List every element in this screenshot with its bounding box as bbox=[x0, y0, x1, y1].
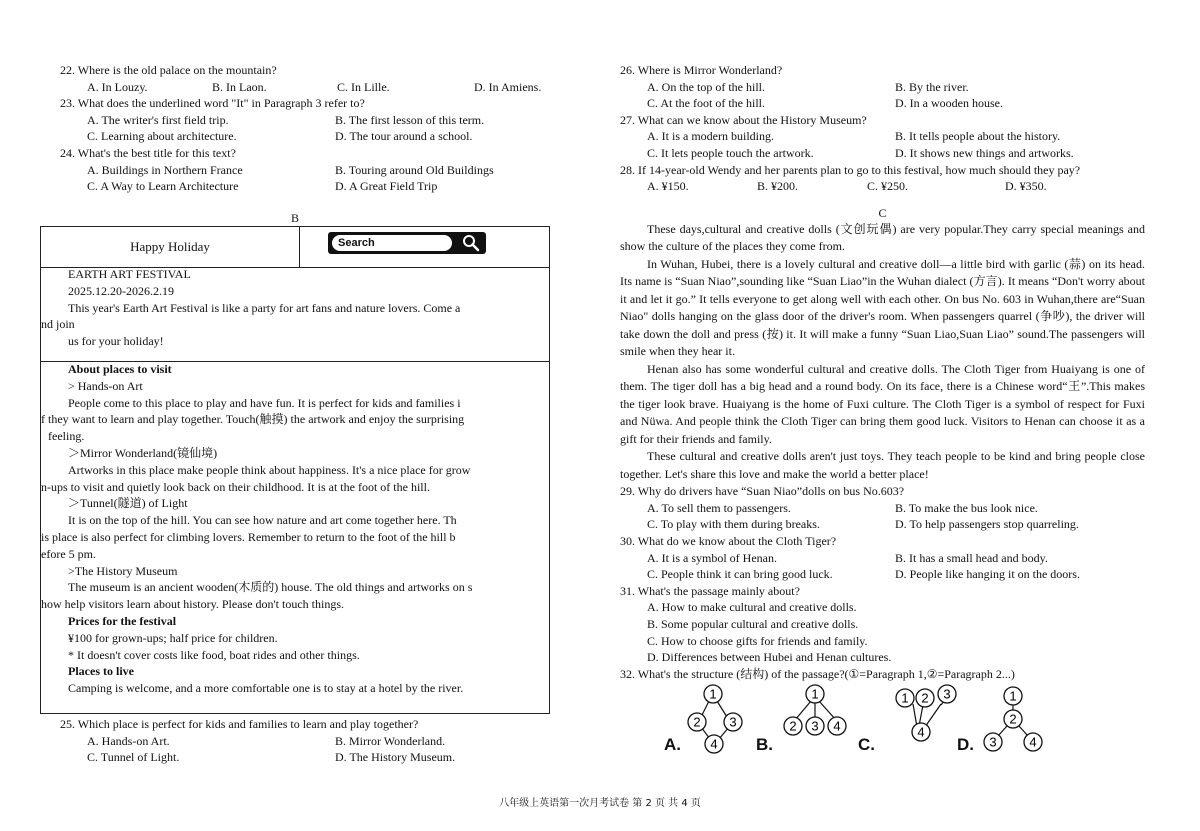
option: B. In Laon. bbox=[212, 79, 267, 94]
option: D. In Amiens. bbox=[474, 79, 542, 94]
circled-number-label: 4 bbox=[917, 724, 925, 740]
body-line: ¥100 for grown-ups; half price for children. bbox=[68, 630, 278, 645]
circled-number-label: 3 bbox=[729, 714, 737, 730]
option: D. In a wooden house. bbox=[895, 96, 1003, 111]
option: C. At the foot of the hill. bbox=[647, 96, 765, 111]
option: C. In Lille. bbox=[337, 79, 390, 94]
question-32-stem: 32. What's the structure (结构) of the passage?(①=Paragraph 1,②=Paragraph 2...) bbox=[620, 666, 1015, 681]
festival-box bbox=[40, 226, 550, 714]
prices-heading: Prices for the festival bbox=[68, 613, 177, 628]
question-28-options bbox=[620, 178, 1145, 195]
body-line: It is on the top of the hill. You can see how nature and art come together here. Th bbox=[68, 513, 457, 528]
question-30-stem: 30. What do we know about the Cloth Tiger? bbox=[620, 534, 837, 549]
intro-line: nd join bbox=[41, 317, 75, 332]
circled-number-label: 1 bbox=[1009, 688, 1017, 704]
festival-dates: 2025.12.20-2026.2.19 bbox=[68, 283, 174, 298]
left-column bbox=[60, 62, 560, 195]
option: A. To sell them to passengers. bbox=[647, 500, 791, 515]
body-line: efore 5 pm. bbox=[41, 546, 96, 561]
option: C. Learning about architecture. bbox=[87, 129, 237, 144]
option: C. How to choose gifts for friends and family. bbox=[647, 633, 868, 648]
option: B. Some popular cultural and creative dolls. bbox=[647, 617, 859, 631]
circled-number-label: 4 bbox=[833, 718, 841, 734]
option: B. ¥200. bbox=[757, 179, 799, 194]
festival-intro bbox=[41, 267, 549, 362]
body-line: how help visitors learn about history. Please don't touch things. bbox=[41, 597, 345, 612]
question-24-options bbox=[60, 162, 560, 195]
question-31-stem: 31. What's the passage mainly about? bbox=[620, 583, 800, 598]
circled-number-label: 2 bbox=[693, 714, 701, 730]
body-line: Artworks in this place make people think about happiness. It's a nice place for grow bbox=[68, 462, 471, 477]
intro-line: us for your holiday! bbox=[68, 334, 164, 349]
option: C. People think it can bring good luck. bbox=[647, 567, 833, 582]
question-26-stem: 26. Where is Mirror Wonderland? bbox=[620, 63, 783, 77]
option: B. Mirror Wonderland. bbox=[335, 733, 446, 748]
search-input[interactable]: Search bbox=[332, 235, 452, 251]
question-25 bbox=[60, 716, 560, 766]
search-bar[interactable] bbox=[328, 232, 486, 254]
passage-paragraph: These cultural and creative dolls aren't just toys. They teach people to be kind and bring people close together. Let's share this love and make the world a better place! bbox=[620, 449, 1145, 481]
option: B. It tells people about the history. bbox=[895, 129, 1061, 144]
places-heading: About places to visit bbox=[68, 362, 172, 376]
option: B. By the river. bbox=[895, 79, 969, 94]
option: D. It shows new things and artworks. bbox=[895, 145, 1074, 160]
option: A. ¥150. bbox=[647, 179, 689, 194]
festival-name: EARTH ART FESTIVAL bbox=[68, 267, 191, 281]
circled-number-label: 3 bbox=[811, 718, 819, 734]
option: B. To make the bus look nice. bbox=[895, 500, 1038, 515]
circled-number-label: 4 bbox=[710, 736, 718, 752]
option: A. The writer's first field trip. bbox=[87, 112, 229, 127]
right-column bbox=[620, 62, 1145, 682]
option: A. On the top of the hill. bbox=[647, 79, 765, 94]
body-line: n-ups to visit and quietly look back on their childhood. It is at the foot of the hill. bbox=[41, 479, 430, 494]
passage-paragraph: In Wuhan, Hubei, there is a lovely cultural and creative doll—a little bird with garlic (蒜) on its head. Its name is “Suan Niao”,sounding like “Suan Liao”in the Wuhan dialect (方言). It means “Don't worry about it and let it go.” It tells everyone to get along well with each other. On bus No. 603 in Wuhan,there are“Suan Niao" dolls hanging on the glass door of the driver's room. When passengers quarrel (争吵), the driver will take down the doll and press (按) it. It will make a funny “Suan Liao,Suan Liao” sound.The passengers will smile when they hear it. bbox=[620, 256, 1145, 359]
option: D. People like hanging it on the doors. bbox=[895, 567, 1080, 582]
question-30-options bbox=[620, 550, 1145, 583]
option: D. The tour around a school. bbox=[335, 129, 473, 144]
diagram-label-b: B. bbox=[756, 735, 773, 754]
circled-number-label: 4 bbox=[1029, 734, 1037, 750]
question-22-options bbox=[60, 79, 560, 96]
option: A. Buildings in Northern France bbox=[87, 162, 243, 177]
circled-number-label: 3 bbox=[943, 686, 951, 702]
option: C. To play with them during breaks. bbox=[647, 517, 820, 532]
festival-details bbox=[41, 361, 549, 713]
option: D. The History Museum. bbox=[335, 750, 456, 765]
question-27-stem: 27. What can we know about the History Museum? bbox=[620, 112, 867, 127]
option: D. Differences between Hubei and Henan cultures. bbox=[647, 650, 892, 665]
option: A. Hands-on Art. bbox=[87, 733, 170, 748]
festival-box-header bbox=[41, 227, 549, 268]
body-line: * It doesn't cover costs like food, boat rides and other things. bbox=[68, 647, 360, 662]
question-27-options bbox=[620, 128, 1145, 161]
question-29-stem: 29. Why do drivers have “Suan Niao”dolls on bus No.603? bbox=[620, 484, 905, 499]
search-icon[interactable] bbox=[462, 234, 480, 252]
body-line: People come to this place to play and have fun. It is perfect for kids and families i bbox=[68, 395, 461, 410]
page-footer: 八年级上英语第一次月考试卷 第 2 页 共 4 页 bbox=[499, 798, 701, 809]
circled-number-label: 1 bbox=[811, 686, 819, 702]
question-28-stem: 28. If 14-year-old Wendy and her parents plan to go to this festival, how much should they pay? bbox=[620, 162, 1081, 177]
circled-number-label: 3 bbox=[989, 734, 997, 750]
option: D. To help passengers stop quarreling. bbox=[895, 517, 1079, 532]
question-23-options bbox=[60, 112, 560, 145]
question-25-options bbox=[60, 733, 560, 766]
passage-c bbox=[620, 221, 1145, 484]
option: D. ¥350. bbox=[1005, 179, 1047, 194]
option: C. A Way to Learn Architecture bbox=[87, 179, 239, 194]
question-29-options bbox=[620, 500, 1145, 533]
place-title: > Hands-on Art bbox=[68, 378, 143, 393]
diagram-label-c: C. bbox=[858, 735, 875, 754]
place-title: ＞Mirror Wonderland(镜仙境) bbox=[68, 445, 218, 460]
circled-number-label: 2 bbox=[921, 690, 929, 706]
question-23-stem: 23. What does the underlined word "It" in Paragraph 3 refer to? bbox=[60, 96, 365, 111]
structure-diagrams bbox=[655, 684, 1075, 756]
option: A. It is a symbol of Henan. bbox=[647, 550, 777, 565]
body-line: f they want to learn and play together. Touch(触摸) the artwork and enjoy the surprising bbox=[41, 412, 465, 427]
option: A. In Louzy. bbox=[87, 79, 148, 94]
option: B. It has a small head and body. bbox=[895, 550, 1048, 565]
place-title: ＞Tunnel(隧道) of Light bbox=[68, 496, 188, 511]
intro-line: This year's Earth Art Festival is like a party for art fans and nature lovers. Come a bbox=[68, 300, 461, 315]
body-line: feeling. bbox=[48, 429, 85, 444]
header-title: Happy Holiday bbox=[41, 227, 300, 267]
option: D. A Great Field Trip bbox=[335, 179, 438, 194]
passage-paragraph: These days,cultural and creative dolls (文创玩偶) are very popular.They carry special meanings and show the culture of the places they come from. bbox=[620, 221, 1145, 254]
circled-number-label: 1 bbox=[709, 686, 717, 702]
option: B. Touring around Old Buildings bbox=[335, 162, 494, 177]
body-line: is place is also perfect for climbing lovers. Remember to return to the foot of the hill b bbox=[41, 529, 456, 544]
question-24-stem: 24. What's the best title for this text? bbox=[60, 145, 236, 160]
option: A. How to make cultural and creative dolls. bbox=[647, 600, 857, 615]
diagram-label-a: A. bbox=[664, 735, 681, 754]
passage-paragraph: Henan also has some wonderful cultural and creative dolls. The Cloth Tiger from Huaiyang is one of them. The tiger doll has a big head and a round body. On its face, there is a Chinese word“王”.This makes the tiger look brave. Huaiyang is the home of Fuxi culture. The Cloth Tiger is a symbol of respect for Fuxi and Nüwa. And people think the Cloth Tiger can bring them good luck. Visitors to Henan can choose it as a gift for their friends and family. bbox=[620, 361, 1145, 446]
circled-number-label: 1 bbox=[901, 690, 909, 706]
option: B. The first lesson of this term. bbox=[335, 112, 485, 127]
option: C. Tunnel of Light. bbox=[87, 750, 180, 765]
diagram-label-d: D. bbox=[957, 735, 974, 754]
place-title: >The History Museum bbox=[68, 563, 178, 578]
body-line: The museum is an ancient wooden(木质的) house. The old things and artworks on s bbox=[68, 580, 473, 595]
option: C. ¥250. bbox=[867, 179, 909, 194]
option: C. It lets people touch the artwork. bbox=[647, 145, 814, 160]
option: A. It is a modern building. bbox=[647, 129, 774, 144]
section-b-heading: B bbox=[290, 211, 299, 225]
section-c-heading: C bbox=[878, 205, 887, 220]
live-heading: Places to live bbox=[68, 664, 134, 679]
body-line: Camping is welcome, and a more comfortable one is to stay at a hotel by the river. bbox=[68, 681, 464, 696]
question-25-stem: 25. Which place is perfect for kids and families to learn and play together? bbox=[60, 717, 419, 731]
circled-number-label: 2 bbox=[789, 718, 797, 734]
question-26-options bbox=[620, 79, 1145, 112]
question-22-stem: 22. Where is the old palace on the mountain? bbox=[60, 63, 277, 77]
circled-number-label: 2 bbox=[1009, 711, 1017, 727]
